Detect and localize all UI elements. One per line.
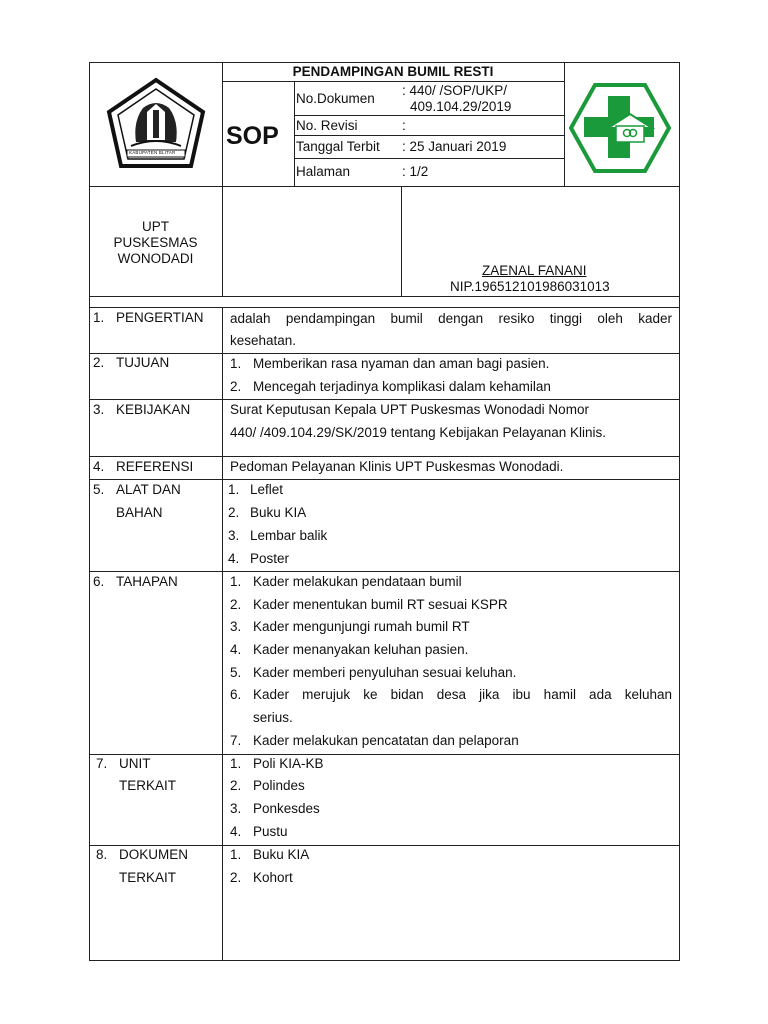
list-number: 1. [230,756,242,771]
list-number: 3. [230,619,242,634]
list-number: 2. [230,597,242,612]
section-number: 7. [96,756,108,771]
section-label: KEBIJAKAN [116,402,191,417]
list-item: Memberikan rasa nyaman dan aman bagi pasien. [253,356,550,371]
list-number: 1. [228,482,240,497]
section-number: 4. [93,459,105,474]
list-item: Lembar balik [250,528,328,543]
list-item: Kader melakukan pencatatan dan pelaporan [253,733,519,748]
meta-value-halaman: : 1/2 [402,164,429,179]
meta-label-halaman: Halaman [296,164,351,179]
list-item: Kader merujuk ke bidan desa jika ibu hamil ada keluhan [253,687,672,702]
signatory-nip: NIP.196512101986031013 [450,279,610,294]
list-item: Buku KIA [250,505,307,520]
sop-label: SOP [226,122,279,150]
section-label: TERKAIT [119,778,177,793]
list-number: 1. [230,356,242,371]
list-number: 6. [230,687,242,702]
list-item: Kader mengunjungi rumah bumil RT [253,619,470,634]
list-item: Kader menentukan bumil RT sesuai KSPR [253,597,508,612]
list-item: Buku KIA [253,847,310,862]
list-number: 4. [230,642,242,657]
regency-emblem-logo [103,76,209,172]
section-number: 5. [93,482,105,497]
section-number: 2. [93,355,105,370]
list-item: Kohort [253,870,293,885]
list-item: Poli KIA-KB [253,756,324,771]
list-item: Leflet [250,482,284,497]
list-number: 4. [228,551,240,566]
document-title: PENDAMPINGAN BUMIL RESTI [292,64,494,79]
section-number: 8. [96,847,108,862]
list-number: 3. [230,801,242,816]
meta-value-tanggal-terbit: : 25 Januari 2019 [402,139,507,154]
list-number: 2. [228,505,240,520]
section-text: Pedoman Pelayanan Klinis UPT Puskesmas Wonodadi. [230,459,564,474]
list-number: 2. [230,870,242,885]
list-number: 2. [230,778,242,793]
list-item: Polindes [253,778,305,793]
meta-value-no-dokumen-line1: : 440/ /SOP/UKP/ [402,83,508,98]
section-label: BAHAN [116,505,163,520]
section-label: UNIT [119,756,151,771]
puskesmas-logo [568,82,672,174]
emblem-caption: KABUPATEN BLITAR [129,150,176,155]
list-number: 1. [230,847,242,862]
list-number: 5. [230,665,242,680]
meta-value-no-revisi: : [402,118,406,133]
list-number: 7. [230,733,242,748]
section-text: 440/ /409.104.29/SK/2019 tentang Kebijakan Pelayanan Klinis. [230,425,607,440]
org-name-line2: PUSKESMAS [113,235,198,250]
section-number: 1. [93,310,105,325]
section-label: TAHAPAN [116,574,178,589]
list-item: Kader melakukan pendataan bumil [253,574,462,589]
meta-label-no-dokumen: No.Dokumen [296,91,375,106]
meta-label-tanggal-terbit: Tanggal Terbit [296,139,380,154]
signatory-name: ZAENAL FANANI [482,263,587,278]
section-label: TUJUAN [116,355,170,370]
list-item-continuation: serius. [253,710,293,725]
section-label: DOKUMEN [119,847,189,862]
section-text: Surat Keputusan Kepala UPT Puskesmas Wonodadi Nomor [230,402,589,417]
list-item: Kader menanyakan keluhan pasien. [253,642,469,657]
list-item: Ponkesdes [253,801,320,816]
meta-label-no-revisi: No. Revisi [296,118,358,133]
list-number: 4. [230,824,242,839]
section-label: TERKAIT [119,870,177,885]
list-item: Pustu [253,824,288,839]
list-item: Poster [250,551,290,566]
list-item: Kader memberi penyuluhan sesuai keluhan. [253,665,517,680]
section-text: kesehatan. [230,333,297,348]
section-number: 3. [93,402,105,417]
section-text: adalah pendampingan bumil dengan resiko tinggi oleh kader [230,311,672,326]
org-name-line1: UPT [142,219,169,234]
section-label: REFERENSI [116,459,194,474]
meta-value-no-dokumen-line2: 409.104.29/2019 [410,99,512,114]
list-number: 1. [230,574,242,589]
list-number: 3. [228,528,240,543]
list-number: 2. [230,379,242,394]
section-label: ALAT DAN [116,482,181,497]
section-label: PENGERTIAN [116,310,204,325]
section-number: 6. [93,574,105,589]
org-name-line3: WONODADI [117,251,194,266]
list-item: Mencegah terjadinya komplikasi dalam kehamilan [253,379,551,394]
